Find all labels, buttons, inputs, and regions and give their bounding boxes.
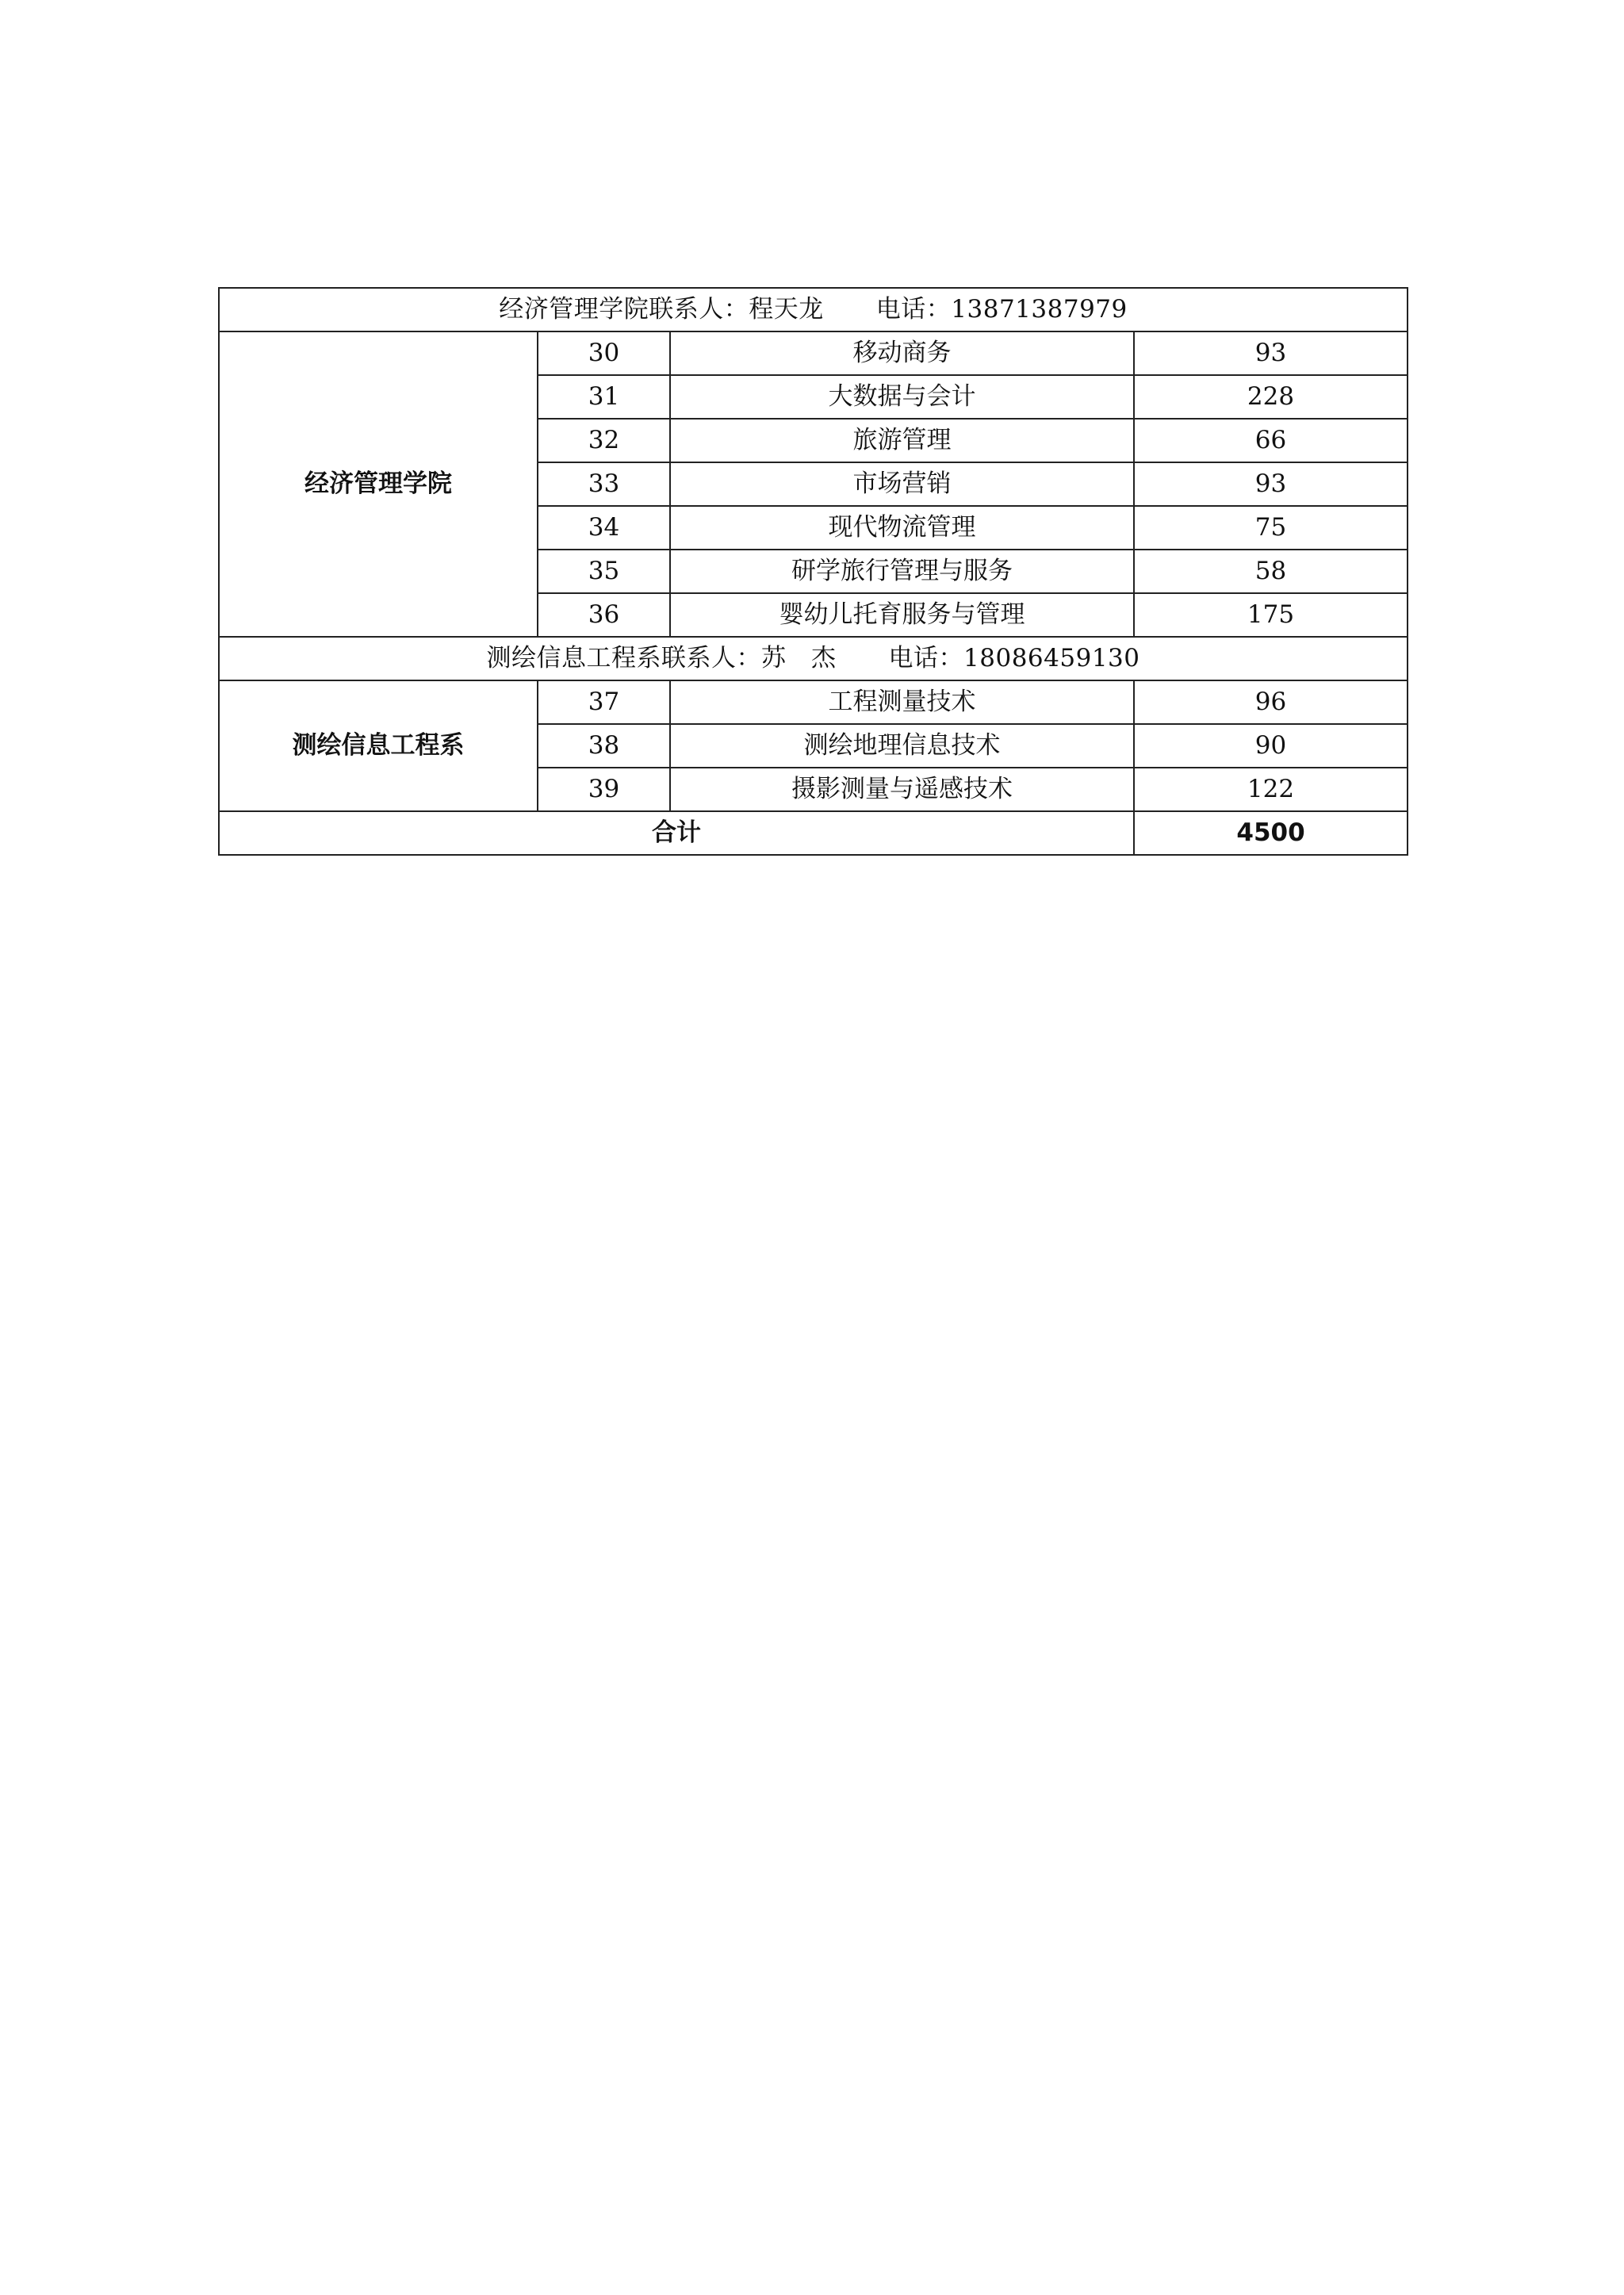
row-number: 34 (538, 506, 670, 550)
total-value: 4500 (1134, 811, 1408, 855)
enrollment-count: 122 (1134, 768, 1408, 811)
major-name: 现代物流管理 (670, 506, 1134, 550)
contact-label: 测绘信息工程系联系人：苏 杰 (486, 644, 837, 672)
major-name: 旅游管理 (670, 419, 1134, 462)
row-number: 37 (538, 680, 670, 724)
row-number: 38 (538, 724, 670, 768)
contact-label: 经济管理学院联系人：程天龙 (499, 295, 824, 324)
contact-cell (219, 637, 1408, 680)
major-name: 工程测量技术 (670, 680, 1134, 724)
row-number: 35 (538, 550, 670, 593)
row-number: 32 (538, 419, 670, 462)
enrollment-count: 75 (1134, 506, 1408, 550)
total-label: 合计 (219, 811, 1134, 855)
enrollment-count: 66 (1134, 419, 1408, 462)
enrollment-count: 58 (1134, 550, 1408, 593)
enrollment-count: 228 (1134, 375, 1408, 419)
row-number: 39 (538, 768, 670, 811)
department-cell: 测绘信息工程系 (219, 680, 538, 811)
major-name: 大数据与会计 (670, 375, 1134, 419)
row-number: 36 (538, 593, 670, 637)
enrollment-count: 96 (1134, 680, 1408, 724)
row-number: 30 (538, 331, 670, 375)
contact-cell (219, 288, 1408, 331)
table-row (219, 331, 1408, 375)
enrollment-table (218, 287, 1408, 856)
major-name: 研学旅行管理与服务 (670, 550, 1134, 593)
contact-row (219, 637, 1408, 680)
enrollment-count: 90 (1134, 724, 1408, 768)
major-name: 市场营销 (670, 462, 1134, 506)
major-name: 测绘地理信息技术 (670, 724, 1134, 768)
enrollment-count: 93 (1134, 331, 1408, 375)
department-cell: 经济管理学院 (219, 331, 538, 637)
enrollment-count: 93 (1134, 462, 1408, 506)
enrollment-count: 175 (1134, 593, 1408, 637)
major-name: 婴幼儿托育服务与管理 (670, 593, 1134, 637)
row-number: 33 (538, 462, 670, 506)
total-row (219, 811, 1408, 855)
contact-phone: 电话：18086459130 (888, 644, 1140, 672)
major-name: 移动商务 (670, 331, 1134, 375)
major-name: 摄影测量与遥感技术 (670, 768, 1134, 811)
row-number: 31 (538, 375, 670, 419)
contact-row (219, 288, 1408, 331)
table-row (219, 680, 1408, 724)
contact-phone: 电话：13871387979 (875, 295, 1128, 324)
